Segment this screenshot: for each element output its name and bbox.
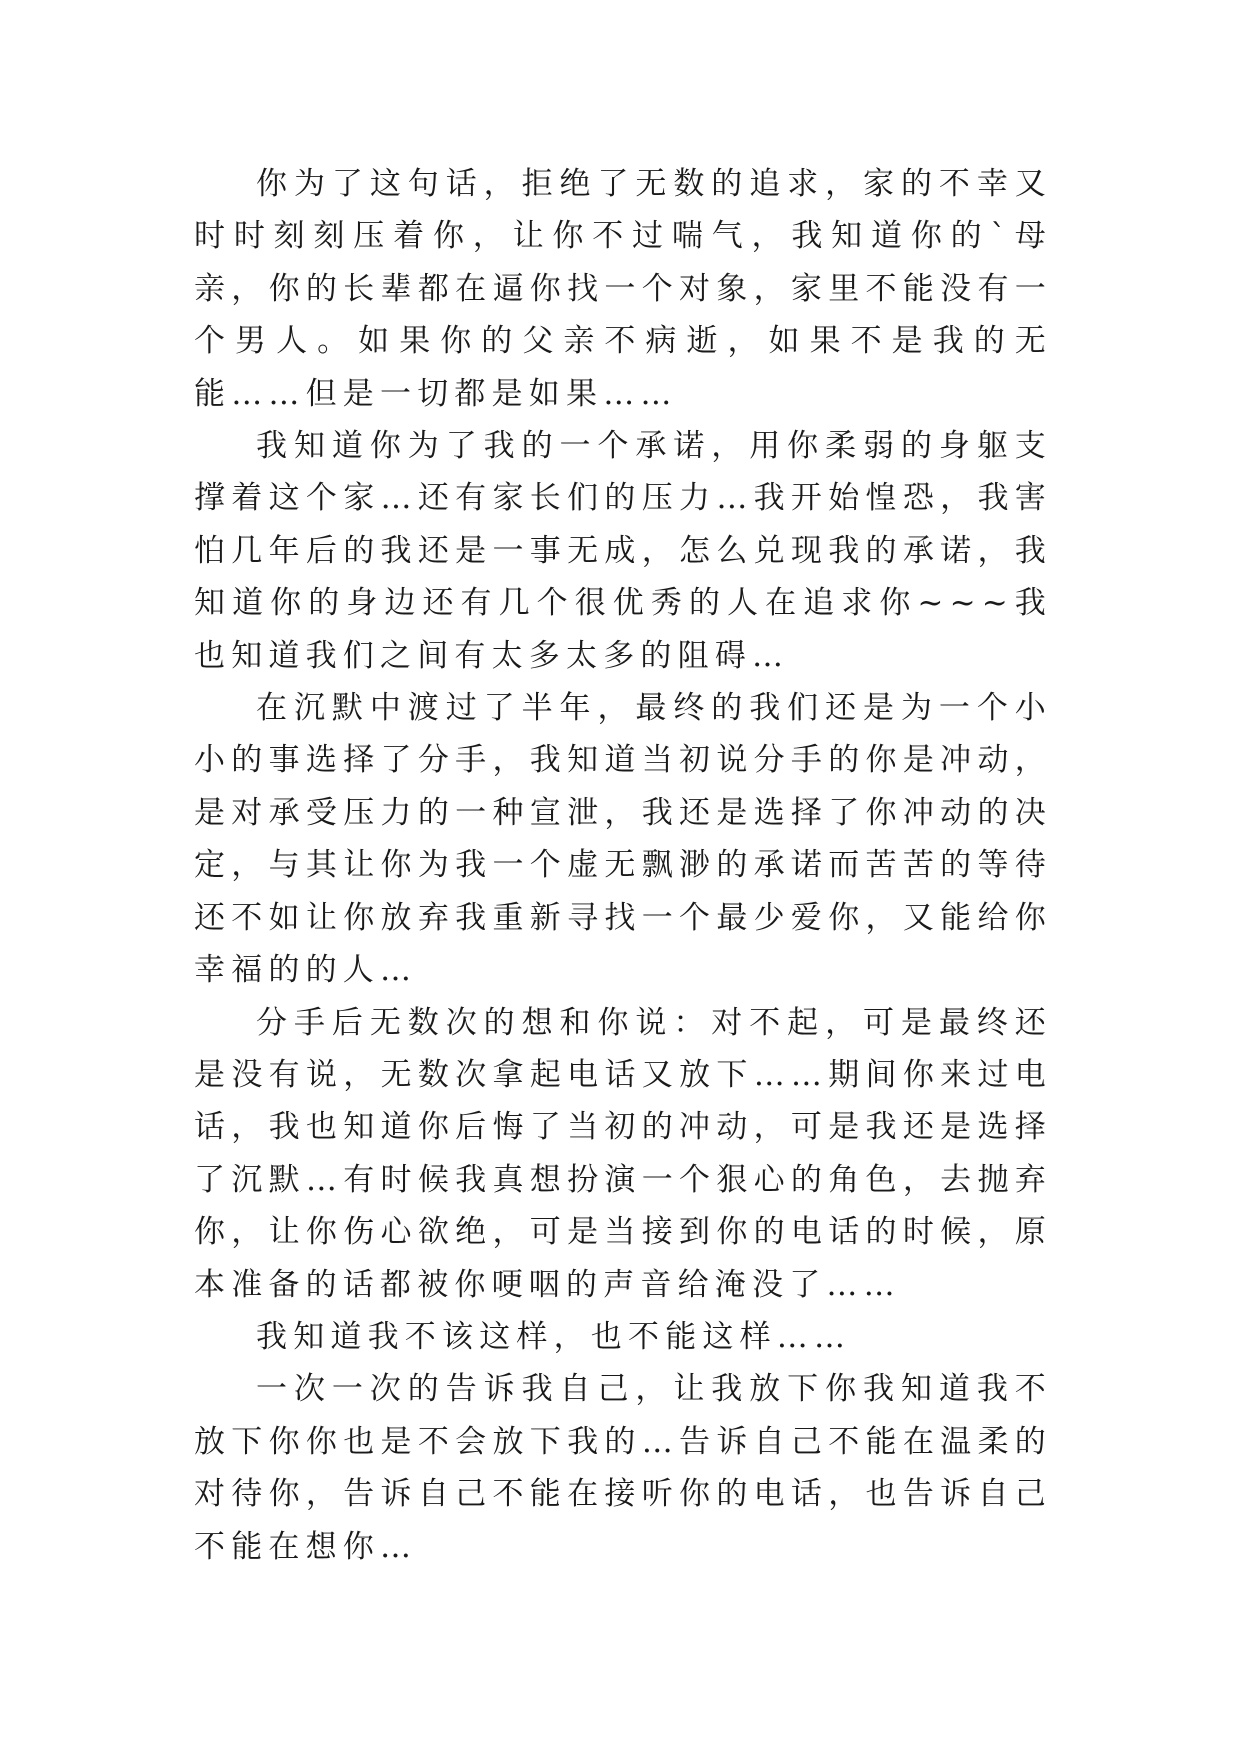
paragraph-3: 在沉默中渡过了半年，最终的我们还是为一个小小的事选择了分手，我知道当初说分手的你是冲动，是对承受压力的一种宣泄，我还是选择了你冲动的决定，与其让你为我一个虚无飘渺的承诺而苦苦的等待还不如让你放弃我重新寻找一个最少爱你，又能给你幸福的的人…	[194, 690, 1052, 989]
paragraph-1: 你为了这句话，拒绝了无数的追求，家的不幸又时时刻刻压着你，让你不过喘气，我知道你的`母亲，你的长辈都在逼你找一个对象，家里不能没有一个男人。如果你的父亲不病逝，如果不是我的无能……但是一切都是如果……	[194, 166, 1052, 412]
paragraph-2: 我知道你为了我的一个承诺，用你柔弱的身躯支撑着这个家…还有家长们的压力…我开始惶恐，我害怕几年后的我还是一事无成，怎么兑现我的承诺，我知道你的身边还有几个很优秀的人在追求你~~~我也知道我们之间有太多太多的阻碍…	[194, 428, 1052, 674]
document-body	[194, 158, 1052, 1573]
paragraph-6: 一次一次的告诉我自己，让我放下你我知道我不放下你你也是不会放下我的…告诉自己不能在温柔的对待你，告诉自己不能在接听你的电话，也告诉自己不能在想你…	[194, 1371, 1052, 1565]
paragraph-4: 分手后无数次的想和你说：对不起，可是最终还是没有说，无数次拿起电话又放下……期间你来过电话，我也知道你后悔了当初的冲动，可是我还是选择了沉默…有时候我真想扮演一个狠心的角色，去抛弃你，让你伤心欲绝，可是当接到你的电话的时候，原本准备的话都被你哽咽的声音给淹没了……	[194, 1004, 1052, 1303]
paragraph-5: 我知道我不该这样，也不能这样……	[256, 1318, 852, 1355]
